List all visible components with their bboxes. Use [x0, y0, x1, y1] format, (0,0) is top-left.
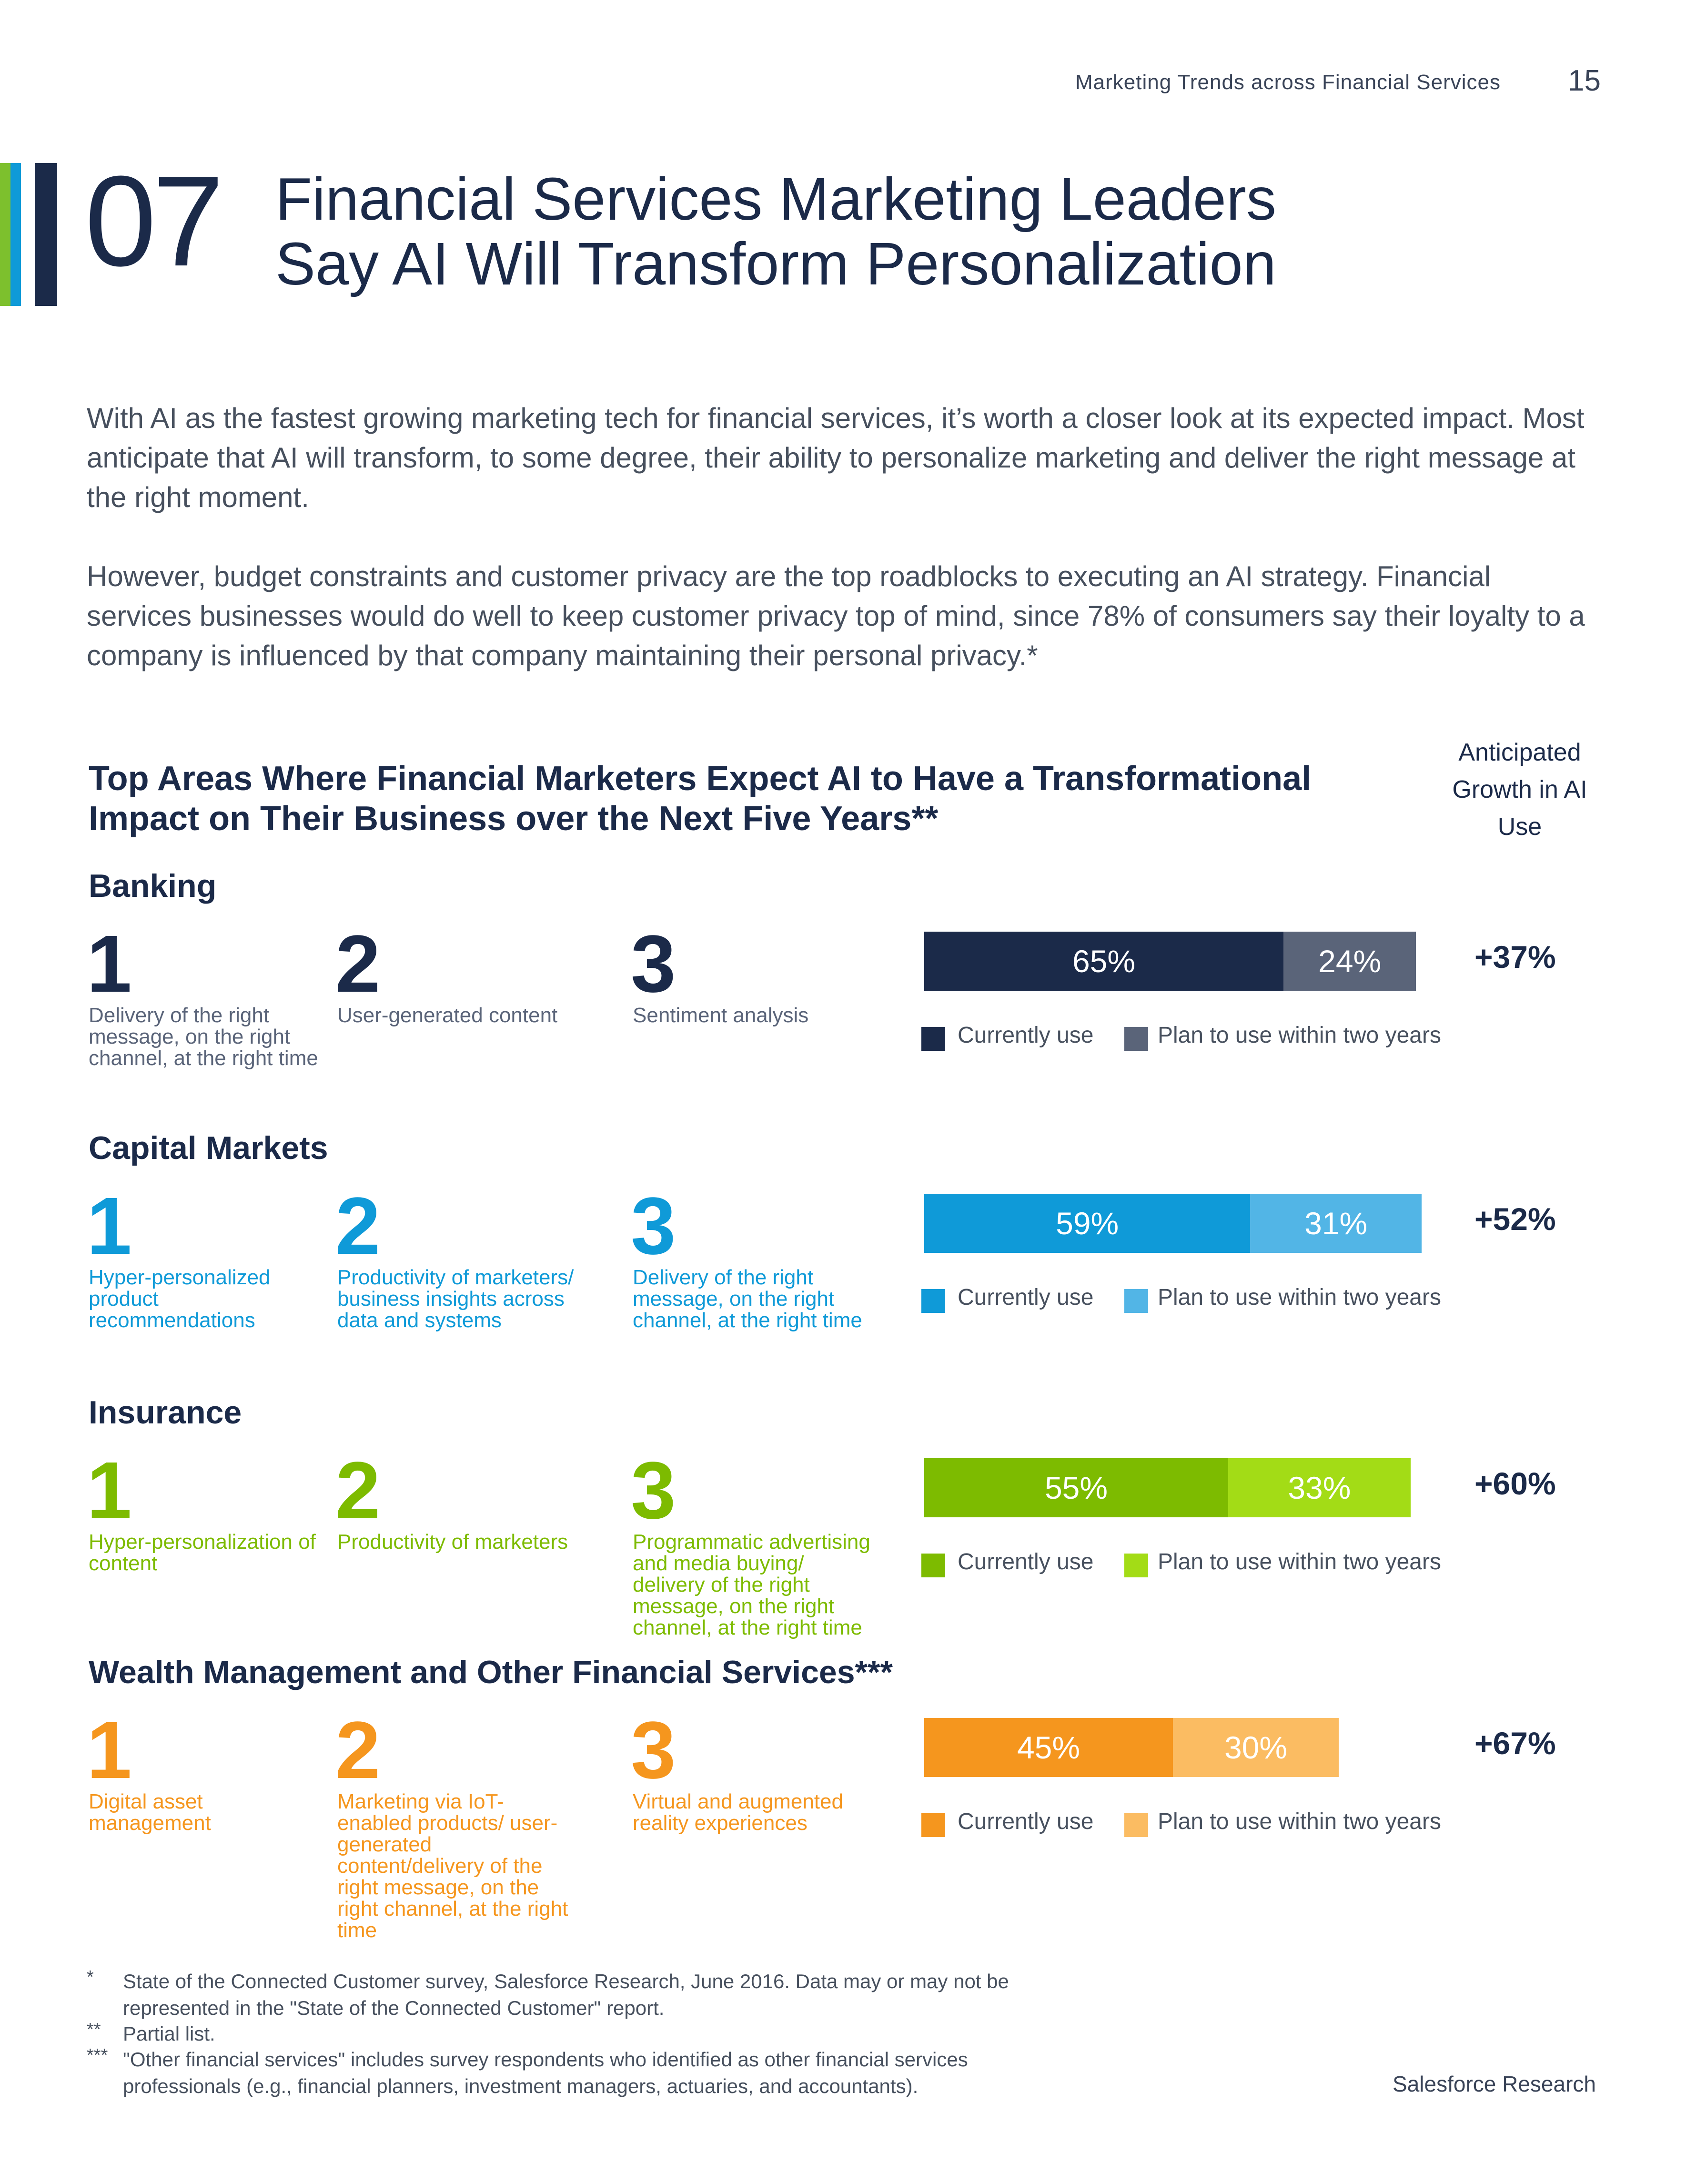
rank-label: Programmatic advertising and media buying/ delivery of the right message, on the right channel, at the right time	[633, 1530, 870, 1639]
bar-segment-planned: 33%	[1228, 1458, 1411, 1517]
intro-paragraph-2: However, budget constraints and customer privacy are the top roadblocks to executing an AI strategy. Financial services businesses would do well to keep customer privacy top of mind, since 78% of consumers say their loyalty to a company is influenced by that company maintaining their personal privacy.*	[87, 560, 1585, 671]
accent-stripe-blue	[10, 163, 21, 306]
rank-number: 1	[87, 919, 132, 1009]
intro-paragraph-1: With AI as the fastest growing marketing tech for financial services, it’s worth a closer look at its expected impact. Most anticipate that AI will transform, to some degree, their ability to personalize marketing and deliver the right message at the right moment.	[87, 402, 1585, 513]
growth-value: +67%	[1474, 1726, 1556, 1761]
sector-title: Banking	[89, 868, 217, 904]
legend-label-planned: Plan to use within two years	[1158, 1809, 1441, 1834]
growth-column-header: Anticipated Growth in AI Use	[1452, 739, 1587, 841]
rank-number: 2	[335, 1705, 381, 1796]
footnote-marker: *	[87, 1967, 94, 1987]
footnote-text: Partial list.	[123, 2022, 215, 2045]
rank-label: Digital asset management	[89, 1790, 211, 1835]
bar-segment-planned: 24%	[1283, 932, 1416, 991]
footnote-text: "Other financial services" includes survey respondents who identified as other financial services professionals (e.g., financial planners, investment managers, actuaries, and accountants).	[123, 2048, 968, 2097]
bar-segment-current: 55%	[924, 1458, 1228, 1517]
accent-stripe-green	[0, 163, 10, 306]
rank-number: 3	[631, 1181, 676, 1271]
rank-label: Productivity of marketers/ business insights across data and systems	[337, 1266, 574, 1332]
legend-swatch-current	[921, 1027, 945, 1051]
footnote-marker: **	[87, 2020, 101, 2040]
footer-brand: Salesforce Research	[1393, 2072, 1596, 2096]
footnote-marker: ***	[87, 2045, 108, 2065]
legend-swatch-planned	[1124, 1813, 1148, 1837]
legend-swatch-planned	[1124, 1289, 1148, 1313]
rank-label: Productivity of marketers	[337, 1530, 568, 1554]
page-title-line-2: Say AI Will Transform Personalization	[275, 230, 1276, 297]
legend-label-current: Currently use	[958, 1023, 1094, 1048]
rank-number: 2	[335, 919, 381, 1009]
rank-number: 3	[631, 1705, 676, 1796]
rank-label: Hyper-personalized product recommendations	[89, 1266, 271, 1332]
page-number: 15	[1568, 64, 1601, 97]
growth-value: +37%	[1474, 939, 1556, 975]
rank-number: 2	[335, 1445, 381, 1536]
bar-segment-planned: 31%	[1250, 1194, 1422, 1253]
bar-segment-current: 59%	[924, 1194, 1250, 1253]
rank-number: 3	[631, 1445, 676, 1536]
rank-label: Delivery of the right message, on the right channel, at the right time	[89, 1004, 318, 1070]
rank-label: Sentiment analysis	[633, 1004, 809, 1027]
page-title-line-1: Financial Services Marketing Leaders	[275, 165, 1276, 233]
rank-number: 1	[87, 1445, 132, 1536]
rank-label: Delivery of the right message, on the right channel, at the right time	[633, 1266, 862, 1332]
rank-label: User-generated content	[337, 1004, 558, 1027]
legend-swatch-current	[921, 1813, 945, 1837]
rank-number: 3	[631, 919, 676, 1009]
rank-label: Hyper-personalization of content	[89, 1530, 316, 1575]
legend-label-current: Currently use	[958, 1285, 1094, 1310]
chart-title: Top Areas Where Financial Marketers Expect AI to Have a Transformational Impact on Their Business over the Next Five Years**	[89, 760, 1312, 838]
rank-number: 1	[87, 1705, 132, 1796]
legend-swatch-planned	[1124, 1554, 1148, 1577]
bar-segment-current: 65%	[924, 932, 1283, 991]
legend-label-planned: Plan to use within two years	[1158, 1023, 1441, 1048]
legend-label-planned: Plan to use within two years	[1158, 1285, 1441, 1310]
bar-segment-planned: 30%	[1173, 1718, 1339, 1777]
stacked-bar	[924, 1194, 1422, 1253]
rank-label: Marketing via IoT-enabled products/ user-generated content/delivery of the right message, on the right channel, at the right time	[337, 1790, 568, 1942]
legend-swatch-current	[921, 1554, 945, 1577]
rank-number: 1	[87, 1181, 132, 1271]
footnote-text: State of the Connected Customer survey, Salesforce Research, June 2016. Data may or may not be represented in the "State of the Connected Customer" report.	[123, 1970, 1009, 2019]
running-header: Marketing Trends across Financial Services	[1075, 71, 1501, 94]
legend-label-current: Currently use	[958, 1809, 1094, 1834]
section-number: 07	[85, 150, 221, 293]
legend-label-current: Currently use	[958, 1549, 1094, 1575]
accent-stripe-navy	[35, 163, 57, 306]
sector-title: Wealth Management and Other Financial Services***	[89, 1654, 893, 1690]
growth-value: +60%	[1474, 1466, 1556, 1501]
sector-title: Capital Markets	[89, 1130, 328, 1166]
sector-title: Insurance	[89, 1394, 242, 1431]
bar-segment-current: 45%	[924, 1718, 1173, 1777]
legend-swatch-planned	[1124, 1027, 1148, 1051]
rank-label: Virtual and augmented reality experiences	[633, 1790, 843, 1835]
stacked-bar	[924, 1458, 1411, 1517]
legend-label-planned: Plan to use within two years	[1158, 1549, 1441, 1575]
legend-swatch-current	[921, 1289, 945, 1313]
stacked-bar	[924, 1718, 1339, 1777]
growth-value: +52%	[1474, 1201, 1556, 1237]
stacked-bar	[924, 932, 1416, 991]
rank-number: 2	[335, 1181, 381, 1271]
